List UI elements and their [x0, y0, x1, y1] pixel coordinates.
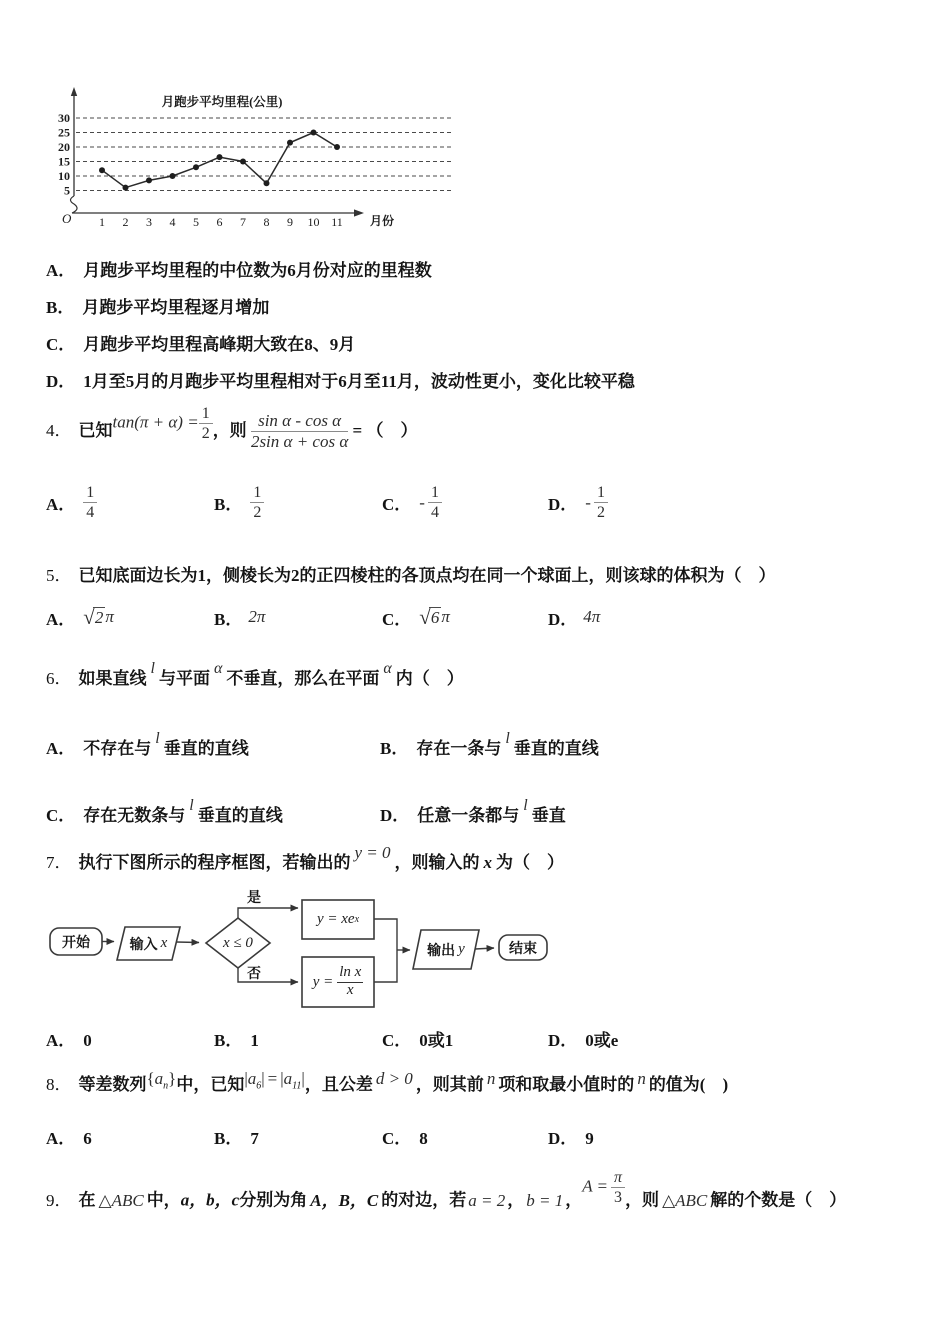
stem-text: = （ ）: [352, 420, 418, 440]
option-text: 垂直的直线: [197, 806, 283, 825]
question-9-stem: 9． 在 △ABC 中，a，b，c分别为角 A，B，C 的对边，若 a = 2 ， b = 1 ，A = $\frac{\pi}{3}$ ，则 △ABC 解的个数是（ ）: [46, 1169, 847, 1210]
stem-text: 项和取最小值时的: [498, 1075, 635, 1094]
svg-text:8: 8: [263, 215, 270, 229]
option-label: C．: [382, 609, 412, 629]
question-number: 7．: [46, 853, 72, 872]
question-number: 6．: [46, 669, 72, 688]
eq-a: a = 2: [468, 1190, 506, 1210]
option-text: 9: [585, 1129, 594, 1148]
q8-option-b: [214, 1128, 259, 1150]
q7-option-b: [214, 1030, 259, 1052]
stem-text: 如果直线: [78, 669, 147, 688]
option-label: B．: [214, 1129, 243, 1148]
svg-text:5: 5: [193, 215, 199, 229]
fraction: $\frac{1}{2}$: [594, 484, 608, 522]
svg-text:O: O: [62, 211, 72, 226]
question-4-stem: [46, 405, 418, 452]
option-text: 任意一条都与: [417, 806, 520, 825]
inequality: d > 0: [375, 1069, 413, 1088]
stem-text: 的值为( ): [648, 1075, 729, 1094]
radical-icon: √: [83, 604, 95, 629]
stem-text: 不垂直，那么在平面: [226, 669, 380, 688]
option-text: 不存在与: [83, 739, 152, 758]
option-text: 存在一条与: [416, 739, 502, 758]
option-label: A．: [46, 261, 76, 280]
stem-text: ，则输入的: [394, 853, 480, 872]
stem-text: ，则: [212, 420, 247, 440]
q5-option-b: [214, 604, 265, 630]
flowchart-branch1-label: y = xe x: [316, 911, 360, 927]
sign: -: [419, 492, 425, 512]
question-number: 9．: [46, 1190, 72, 1210]
flowchart-yes-label: 是: [247, 891, 261, 906]
var-x: x: [483, 853, 493, 872]
option-text: 月跑步平均里程高峰期大致在8、9月: [83, 335, 356, 354]
svg-text:10: 10: [307, 215, 320, 229]
flowchart: [48, 886, 560, 1018]
math-text: 4π: [583, 607, 601, 626]
stem-text: 解的个数是（ ）: [710, 1190, 847, 1210]
svg-text:3: 3: [146, 215, 152, 229]
fraction-sincos: $\frac{\text{sin α - cos α}}{\text{2sin α + cos α}}$: [250, 411, 349, 452]
option-label: A．: [46, 1031, 76, 1050]
option-label: D．: [548, 495, 578, 514]
option-label: B．: [214, 1031, 243, 1050]
side-vars: a，b，c: [180, 1190, 240, 1210]
svg-text:月份: 月份: [370, 214, 395, 228]
fraction: $\frac{1}{2}$: [199, 405, 213, 443]
fraction: $\frac{1}{2}$: [250, 484, 264, 522]
svg-text:25: 25: [58, 125, 70, 140]
stem-text: 与平面: [158, 669, 210, 688]
radicand: 2: [94, 607, 104, 627]
option-b: [46, 293, 635, 317]
option-label: C．: [382, 495, 412, 514]
abs-equation: $|a_6| = |a_{11}|$: [244, 1069, 305, 1092]
stem-text: 内（ ）: [395, 669, 464, 688]
option-label: D．: [548, 609, 578, 629]
flow-arrow-yes: [238, 908, 298, 918]
q7-option-a: [46, 1030, 92, 1052]
monthly-running-chart: [50, 86, 470, 238]
q8-option-c: [382, 1128, 428, 1150]
triangle-abc: △ABC: [662, 1190, 708, 1210]
q5-option-a: [46, 604, 114, 630]
q6-option-a: [46, 730, 249, 761]
svg-text:1: 1: [99, 215, 105, 229]
fraction: $\frac{1}{4}$: [428, 484, 442, 522]
option-label: D．: [548, 1031, 578, 1050]
fraction: $\frac{\text{ln x}}{x}$: [339, 964, 362, 998]
flowchart-condition-label: x ≤ 0: [223, 934, 253, 951]
option-label: A．: [46, 739, 76, 758]
option-text: 垂直的直线: [163, 739, 249, 758]
stem-text: 在: [78, 1190, 96, 1210]
flowchart-no-label: 否: [247, 967, 261, 982]
option-label: A．: [46, 495, 76, 514]
option-text: 月跑步平均里程的中位数为6月份对应的里程数: [83, 261, 432, 280]
stem-text: 已知: [78, 420, 113, 440]
math-text: π: [105, 607, 114, 626]
var-x: x: [160, 935, 168, 951]
svg-text:9: 9: [287, 215, 293, 229]
q7-option-d: [548, 1030, 618, 1052]
option-c: [46, 330, 635, 354]
question-number: 5．: [46, 566, 72, 585]
option-d: [46, 367, 635, 391]
q6-option-c: [46, 797, 283, 828]
option-label: C．: [382, 1129, 412, 1148]
line-chart-canvas: [50, 86, 470, 238]
math-text: π: [441, 607, 450, 626]
flow-merge-bottom: [374, 950, 397, 982]
option-text: 0或e: [585, 1031, 619, 1050]
flowchart-end-label: 结束: [509, 941, 537, 957]
angle-vars: A，B，C: [310, 1190, 379, 1210]
option-text: 7: [250, 1129, 259, 1148]
stem-text: 分别为角: [239, 1190, 308, 1210]
q4-option-d: [548, 480, 608, 525]
sign: -: [585, 492, 591, 512]
stem-text: ，且公差: [304, 1075, 373, 1094]
svg-text:20: 20: [58, 140, 70, 154]
svg-text:7: 7: [240, 215, 246, 229]
var-y: y: [458, 941, 465, 957]
q6-option-d: [380, 797, 566, 828]
fraction: $\frac{1}{4}$: [83, 484, 97, 522]
var-alpha: α: [383, 660, 392, 677]
option-label: B．: [380, 739, 409, 758]
svg-text:6: 6: [216, 215, 223, 229]
option-text: 垂直: [531, 806, 566, 825]
var-l: l: [155, 730, 160, 747]
math-text: 2π: [248, 607, 266, 626]
option-label: B．: [214, 495, 243, 514]
flowchart-branch2-label: y = $\frac{\text{ln x}}{x}$: [312, 964, 362, 998]
q5-option-c: [382, 604, 450, 630]
stem-text: 的对边，若: [381, 1190, 467, 1210]
flowchart-input-label: 输入 x: [129, 935, 168, 953]
stem-text: 执行下图所示的程序框图，若输出的: [78, 853, 351, 872]
stem-text: ，则: [625, 1190, 660, 1210]
var-l: l: [523, 797, 528, 814]
question-8-stem: [46, 1069, 729, 1103]
question-number: 8．: [46, 1075, 72, 1094]
q4-option-a: [46, 480, 97, 525]
option-text: 月跑步平均里程逐月增加: [82, 298, 270, 317]
fraction: $\frac{\pi}{3}$: [611, 1169, 625, 1207]
stem-text: 中，已知: [176, 1075, 245, 1094]
svg-text:月跑步平均里程(公里): 月跑步平均里程(公里): [161, 95, 283, 109]
stem-text: ，则其前: [415, 1075, 484, 1094]
svg-text:2: 2: [122, 215, 129, 229]
q6-option-b: [380, 730, 599, 761]
var-n: n: [637, 1069, 646, 1088]
option-label: B．: [214, 609, 243, 629]
var-alpha: α: [213, 660, 223, 677]
formula-y0: y = 0: [354, 843, 391, 862]
option-text: 0或1: [419, 1031, 454, 1050]
option-a: [46, 256, 635, 280]
radical-icon: √: [419, 604, 431, 629]
question-number: 4．: [46, 420, 72, 440]
svg-text:10: 10: [58, 169, 70, 183]
q5-option-d: [548, 604, 600, 630]
svg-text:4: 4: [169, 215, 176, 229]
option-text: 垂直的直线: [513, 739, 599, 758]
triangle-abc: △ABC: [98, 1190, 144, 1210]
svg-text:5: 5: [64, 183, 70, 198]
var-l: l: [189, 797, 194, 814]
question-5-stem: [46, 565, 776, 587]
svg-text:11: 11: [331, 215, 343, 229]
formula-tan: tan(π + α) = $\frac{1}{2}$: [113, 405, 213, 443]
option-label: D．: [46, 372, 76, 391]
option-label: D．: [380, 806, 410, 825]
option-label: B．: [46, 298, 75, 317]
flow-merge-top: [374, 919, 397, 950]
option-text: 1月至5月的月跑步平均里程相对于6月至11月，波动性更小，变化比较平稳: [83, 372, 635, 391]
stem-text: 已知底面边长为1，侧棱长为2的正四棱柱的各顶点均在同一个球面上，则该球的体积为（ ）: [78, 566, 776, 585]
q7-option-c: [382, 1030, 453, 1052]
question3-options: [46, 256, 635, 404]
svg-text:30: 30: [58, 111, 70, 125]
var-l: l: [505, 730, 510, 747]
flowchart-output-label: 输出 y: [427, 941, 465, 959]
option-text: 6: [83, 1129, 92, 1148]
var-n: n: [486, 1069, 496, 1088]
option-label: A．: [46, 609, 76, 629]
option-label: D．: [548, 1129, 578, 1148]
q4-option-c: [382, 480, 442, 525]
var-l: l: [150, 660, 155, 677]
stem-text: 中，: [146, 1190, 181, 1210]
formula-angle-a: A = $\frac{\pi}{3}$: [582, 1169, 625, 1207]
q8-option-d: [548, 1128, 594, 1150]
sequence-notation: $\{a_n\}$: [146, 1069, 177, 1092]
option-text: 存在无数条与: [83, 806, 186, 825]
eq-b: b = 1: [526, 1190, 564, 1210]
option-text: 0: [83, 1031, 92, 1050]
q8-option-a: [46, 1128, 92, 1150]
option-label: A．: [46, 1129, 76, 1148]
flowchart-start-label: 开始: [62, 935, 90, 951]
option-text: 8: [419, 1129, 428, 1148]
stem-text: 等差数列: [78, 1075, 147, 1094]
question-7-stem: [46, 843, 565, 874]
q4-option-b: [214, 480, 264, 525]
option-text: 1: [250, 1031, 259, 1050]
option-label: C．: [46, 335, 76, 354]
svg-text:15: 15: [58, 154, 70, 169]
option-label: C．: [46, 806, 76, 825]
option-label: C．: [382, 1031, 412, 1050]
stem-text: 为（ ）: [496, 853, 565, 872]
radicand: 6: [430, 607, 440, 627]
question-6-stem: [46, 660, 464, 691]
